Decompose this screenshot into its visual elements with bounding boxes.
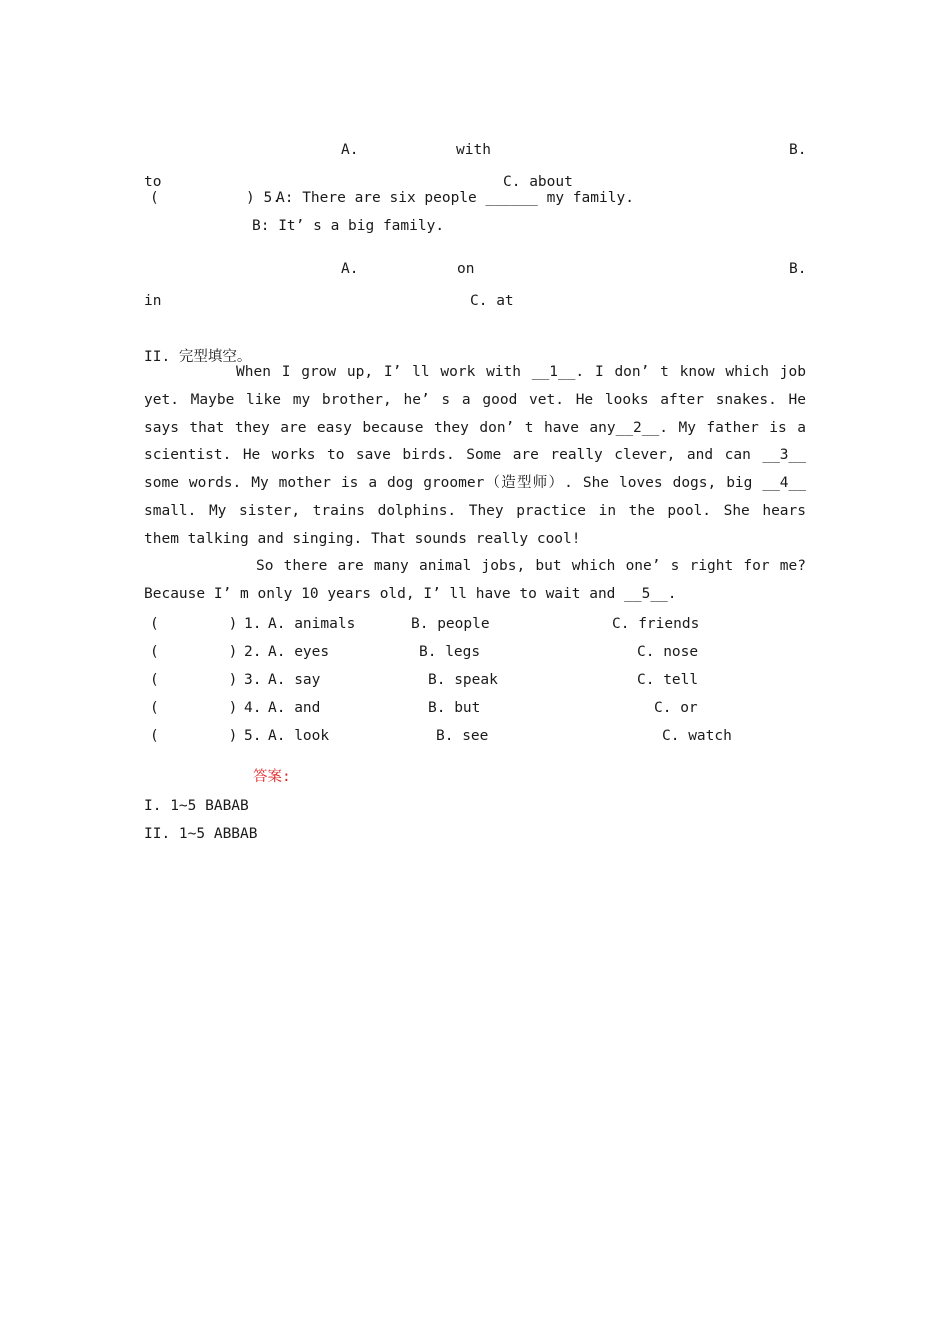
q4-option-a-text: with xyxy=(456,142,491,158)
question-number: 1. xyxy=(244,616,262,632)
option-a: A. and xyxy=(268,700,321,716)
option-c: C. watch xyxy=(662,728,732,744)
option-a: A. eyes xyxy=(268,644,330,660)
q4-option-b-label: B. xyxy=(789,142,807,158)
q5-option-b-text: in xyxy=(144,293,162,309)
option-b: B. legs xyxy=(419,644,481,660)
option-c: C. or xyxy=(654,700,698,716)
answer-blank: ( ) xyxy=(150,616,238,632)
q4-option-b-text: to xyxy=(144,174,162,190)
q4-option-a-label: A. xyxy=(341,142,359,158)
option-b: B. see xyxy=(436,728,489,744)
option-a: A. say xyxy=(268,672,321,688)
question-number: 3. xyxy=(244,672,262,688)
answers-heading: 答案: xyxy=(253,769,291,785)
q5-option-c: C. at xyxy=(470,293,514,309)
q5-option-b-label: B. xyxy=(789,261,807,277)
q4-option-c: C. about xyxy=(503,174,573,190)
q5-option-a-text: on xyxy=(457,261,475,277)
option-a: A. animals xyxy=(268,616,356,632)
q5-option-a-label: A. xyxy=(341,261,359,277)
option-a: A. look xyxy=(268,728,330,744)
q5-line2: B: It’ s a big family. xyxy=(252,218,445,234)
answer-blank: ( ) xyxy=(150,672,238,688)
answer-blank: ( ) xyxy=(150,700,238,716)
answers-line-2: II. 1~5 ABBAB xyxy=(144,826,258,842)
option-c: C. tell xyxy=(637,672,699,688)
q5-line1: A: There are six people ______ my family. xyxy=(276,190,634,206)
option-b: B. but xyxy=(428,700,481,716)
option-b: B. people xyxy=(411,616,490,632)
option-c: C. nose xyxy=(637,644,699,660)
question-number: 5. xyxy=(244,728,262,744)
answer-blank: ( ) xyxy=(150,728,238,744)
cloze-paragraph-2: So there are many animal jobs, but which one’ s right for me? Because I’ m only 10 years old, I’ ll have to wait and __5__. xyxy=(144,558,806,602)
option-b: B. speak xyxy=(428,672,498,688)
q5-paren: ( ) 5. xyxy=(150,190,281,206)
answers-line-1: I. 1~5 BABAB xyxy=(144,798,249,814)
cloze-paragraph-1: When I grow up, I’ ll work with __1__. I don’ t know which job yet. Maybe like my brother, he’ s a good vet. He looks after snakes. He says that they are easy because they don’ t have any__2__. My father is a scientist. He works to save birds. Some are really clever, and can __3__ some words. My mother is a dog groomer（造型师）. She loves dogs, big __4__ small. My sister, trains dolphins. They practice in the pool. She hears them talking and singing. That sounds really cool! xyxy=(144,364,806,547)
option-c: C. friends xyxy=(612,616,700,632)
question-number: 4. xyxy=(244,700,262,716)
question-number: 2. xyxy=(244,644,262,660)
section-heading-cloze: II. 完型填空。 xyxy=(144,349,252,365)
answer-blank: ( ) xyxy=(150,644,238,660)
